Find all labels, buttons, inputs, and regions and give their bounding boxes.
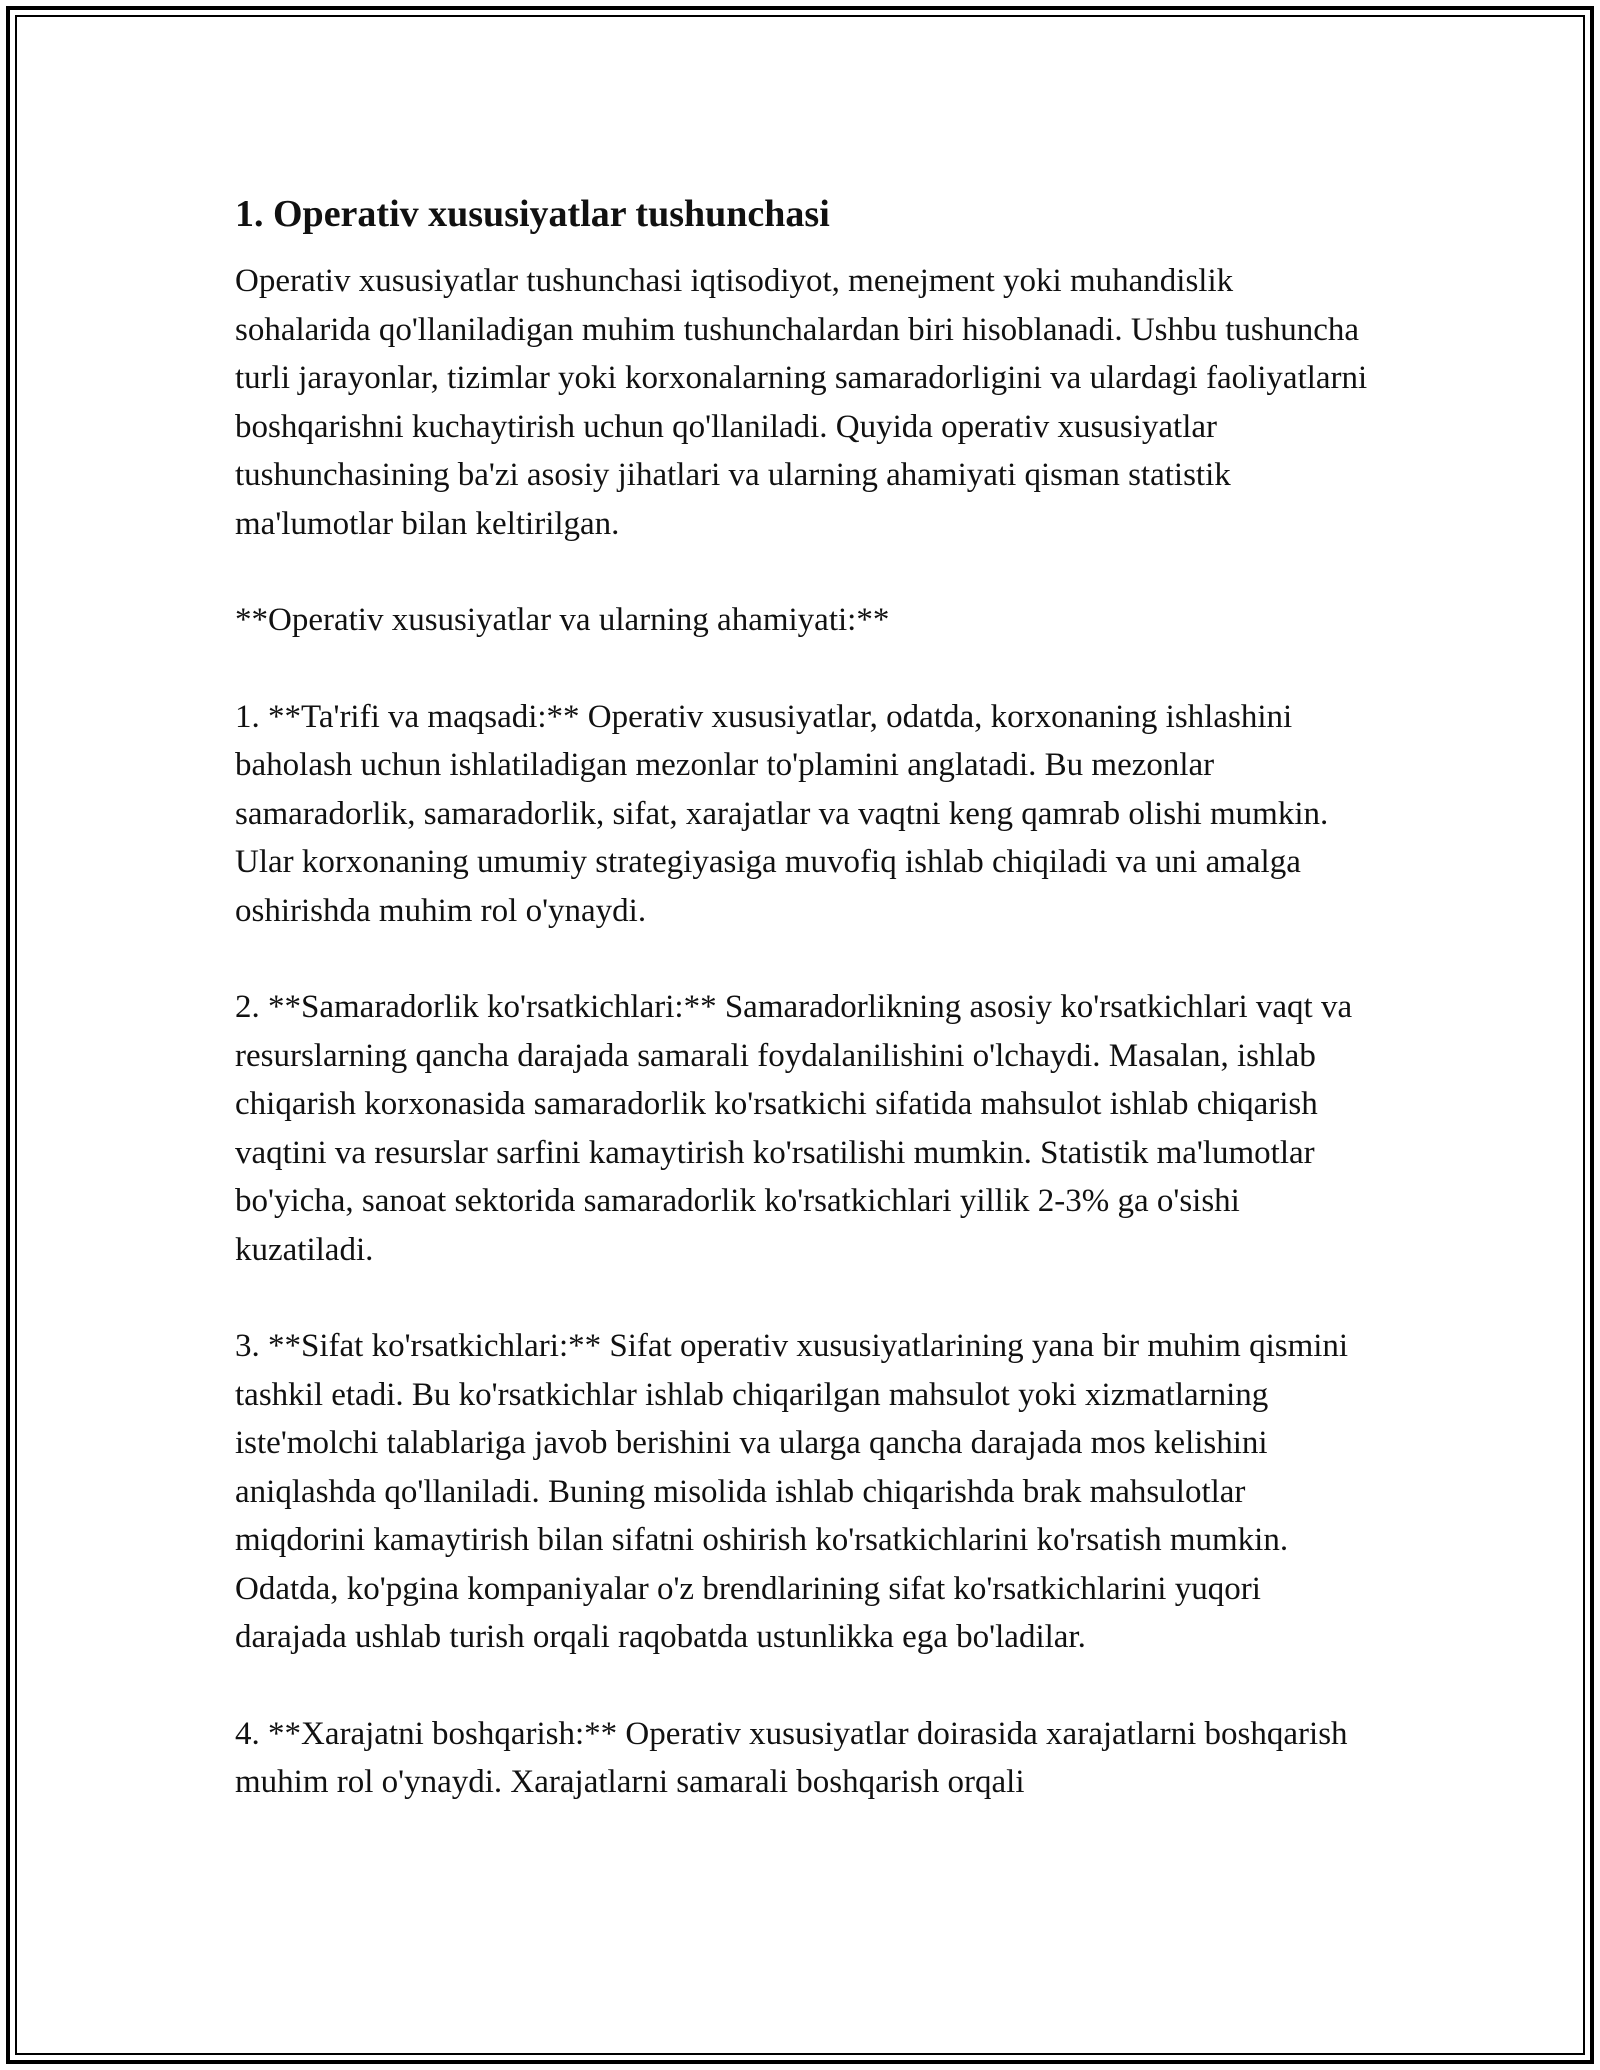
list-item-definition: 1. **Ta'rifi va maqsadi:** Operativ xususiyatlar, odatda, korxonaning ishlashini baholash uchun ishlatiladigan mezonlar to'plamini anglatadi. Bu mezonlar samaradorlik, samaradorlik, sifat, xarajatlar va vaqtni keng qamrab olishi mumkin. Ular korxonaning umumiy strategiyasiga muvofiq ishlab chiqiladi va uni amalga oshirishda muhim rol o'ynaydi. [235, 698, 1329, 929]
document-body [235, 185, 1375, 1855]
intro-paragraph: Operativ xususiyatlar tushunchasi iqtisodiyot, menejment yoki muhandislik sohalarida qo'llaniladigan muhim tushunchalardan biri hisoblanadi. Ushbu tushuncha turli jarayonlar, tizimlar yoki korxonalarning samaradorligini va ulardagi faoliyatlarni boshqarishni kuchaytirish uchun qo'llaniladi. Quyida operativ xususiyatlar tushunchasining ba'zi asosiy jihatlari va ularning ahamiyati qisman statistik ma'lumotlar bilan keltirilgan. [235, 263, 1368, 542]
section-heading: 1. Operativ xususiyatlar tushunchasi [235, 193, 830, 235]
subheading-paragraph: **Operativ xususiyatlar va ularning ahamiyati:** [235, 602, 890, 638]
list-item-quality: 3. **Sifat ko'rsatkichlari:** Sifat operativ xususiyatlarining yana bir muhim qismini tashkil etadi. Bu ko'rsatkichlar ishlab chiqarilgan mahsulot yoki xizmatlarning iste'molchi talablariga javob berishini va ularga qancha darajada mos kelishini aniqlashda qo'llaniladi. Buning misolida ishlab chiqarishda brak mahsulotlar miqdorini kamaytirish bilan sifatni oshirish ko'rsatkichlarini ko'rsatish mumkin. Odatda, ko'pgina kompaniyalar o'z brendlarining sifat ko'rsatkichlarini yuqori darajada ushlab turish orqali raqobatda ustunlikka ega bo'ladilar. [235, 1328, 1349, 1655]
list-item-efficiency: 2. **Samaradorlik ko'rsatkichlari:** Samaradorlikning asosiy ko'rsatkichlari vaqt va resurslarning qancha darajada samarali foydalanilishini o'lchaydi. Masalan, ishlab chiqarish korxonasida samaradorlik ko'rsatkichi sifatida mahsulot ishlab chiqarish vaqtini va resurslar sarfini kamaytirish ko'rsatilishi mumkin. Statistik ma'lumotlar bo'yicha, sanoat sektorida samaradorlik ko'rsatkichlari yillik 2-3% ga o'sishi kuzatiladi. [235, 989, 1353, 1268]
list-item-cost-management: 4. **Xarajatni boshqarish:** Operativ xususiyatlar doirasida xarajatlarni boshqarish muhim rol o'ynaydi. Xarajatlarni samarali boshqarish orqali [235, 1715, 1348, 1800]
